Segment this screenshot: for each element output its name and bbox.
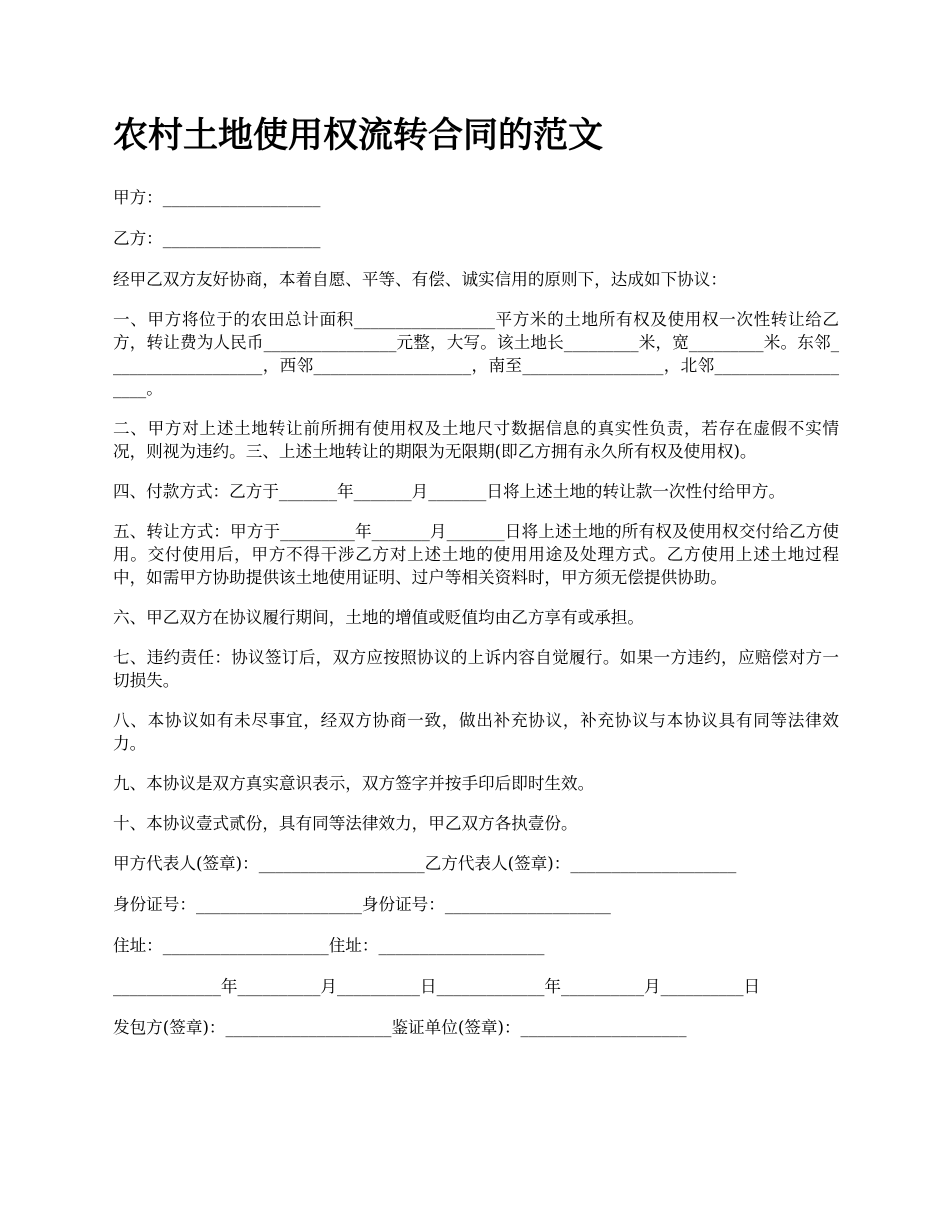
document-title: 农村土地使用权流转合同的范文 (113, 116, 604, 156)
signature-id-numbers: 身份证号：____________________身份证号：____________________ (113, 895, 611, 914)
clause-1: 一、甲方将位于的农田总计面积_________________平方米的土地所有权及使用权一次性转让给乙方，转让费为人民币________________元整，大写。该土地长_________米，宽_________米。东邻___________________，西邻___________________，南至_________________，北邻___________________。 (113, 310, 839, 398)
clause-7: 七、违约责任：协议签订后，双方应按照协议的上诉内容自觉履行。如果一方违约，应赔偿对方一切损失。 (113, 648, 839, 690)
clause-2-3: 二、甲方对上述土地转让前所拥有使用权及土地尺寸数据信息的真实性负责，若存在虚假不实情况，则视为违约。三、上述土地转让的期限为无限期(即乙方拥有永久所有权及使用权)。 (113, 419, 839, 461)
clause-8: 八、本协议如有未尽事宜，经双方协商一致，做出补充协议，补充协议与本协议具有同等法律效力。 (113, 711, 839, 753)
signature-dates: _____________年__________月__________日_____________年__________月__________日 (113, 977, 761, 996)
intro-paragraph: 经甲乙双方友好协商，本着自愿、平等、有偿、诚实信用的原则下，达成如下协议： (113, 270, 727, 289)
clause-10: 十、本协议壹式贰份，具有同等法律效力，甲乙双方各执壹份。 (113, 814, 578, 833)
clause-9: 九、本协议是双方真实意识表示，双方签字并按手印后即时生效。 (113, 774, 595, 793)
party-b-line: 乙方：___________________ (113, 229, 321, 248)
signature-issuer-verifier: 发包方(签章)：____________________鉴证单位(签章)：____________________ (113, 1018, 687, 1037)
signature-addresses: 住址：____________________住址：____________________ (113, 936, 545, 955)
clause-5: 五、转让方式：甲方于_________年_______月_______日将上述土地的所有权及使用权交付给乙方使用。交付使用后，甲方不得干涉乙方对上述土地的使用用途及处理方式。乙方使用上述土地过程中，如需甲方协助提供该土地使用证明、过户等相关资料时，甲方须无偿提供协助。 (113, 522, 839, 587)
clause-6: 六、甲乙双方在协议履行期间，土地的增值或贬值均由乙方享有或承担。 (113, 608, 644, 627)
signature-representatives: 甲方代表人(签章)：____________________乙方代表人(签章)：____________________ (113, 854, 737, 873)
document-page (113, 112, 839, 1057)
clause-4: 四、付款方式：乙方于_______年_______月_______日将上述土地的转让款一次性付给甲方。 (113, 482, 786, 501)
party-a-line: 甲方：___________________ (113, 188, 321, 207)
